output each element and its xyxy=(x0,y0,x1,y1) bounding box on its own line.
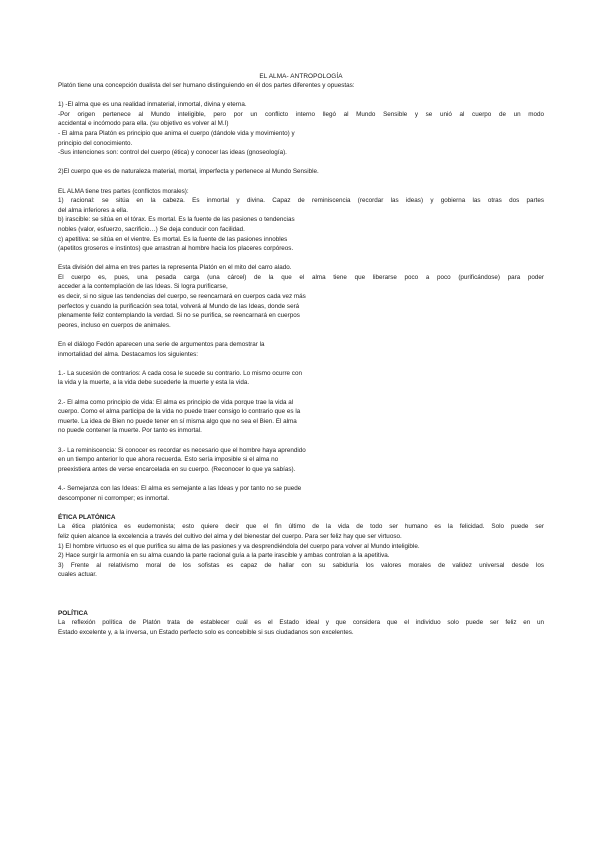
text-line: 4.- Semejanza con las Ideas: El alma es semejante a las Ideas y por tanto no se puede xyxy=(58,484,302,492)
text-line: inmortalidad del alma. Destacamos los siguientes: xyxy=(58,350,198,358)
partes-section xyxy=(58,187,544,254)
text-line: 2.- El alma como principio de vida: El alma es principio de vida porque trae la vida al xyxy=(58,398,294,406)
text-line: descomponer ni corromper; es inmortal. xyxy=(58,494,170,502)
text-line: La ética platónica es eudemonista; esto quiere decir que el fin último de la vida de todo ser humano es la felicidad. Solo puede ser xyxy=(58,523,544,531)
text-line: 1) El hombre virtuoso es el que purifica su alma de las pasiones y va desprendiéndola del cuerpo para volver al Mundo inteligible. xyxy=(58,542,420,550)
argument-4 xyxy=(58,484,544,503)
alma-section xyxy=(58,100,544,158)
text-line: cuales actuar. xyxy=(58,571,97,579)
text-line: no puede contener la muerte. Por tanto es inmortal. xyxy=(58,427,202,435)
text-line: peores, incluso en cuerpos de animales. xyxy=(58,321,171,329)
text-line: c) apetitiva: se sitúa en el vientre. Es mortal. Es la fuente de las pasiones innobles xyxy=(58,235,288,243)
text-line: Esta división del alma en tres partes la representa Platón en el mito del carro alado. xyxy=(58,264,292,272)
text-line: feliz quien alcance la excelencia a través del cultivo del alma y del bienestar del cuerpo. Para ser feliz hay que ser virtuoso. xyxy=(58,532,402,540)
text-line: -Sus intenciones son: control del cuerpo (ética) y conocer las ideas (gnoseología). xyxy=(58,149,287,157)
fedon-section xyxy=(58,340,544,359)
etica-heading: ÉTICA PLATÓNICA xyxy=(58,513,116,521)
text-line: la vida y la muerte, a la vida debe sucederle la muerte y esta la vida. xyxy=(58,379,250,387)
text-line: 1) -El alma que es una realidad inmaterial, inmortal, divina y eterna. xyxy=(58,101,247,109)
text-line: plenamente feliz contemplando la verdad. Si no se purifica, se reencarnará en cuerpos xyxy=(58,312,300,320)
text-line: EL ALMA tiene tres partes (conflictos morales): xyxy=(58,187,189,195)
text-line: 1) racional: se sitúa en la cabeza. Es inmortal y divina. Capaz de reminiscencia (recordar las ideas) y gobierna las otras dos partes xyxy=(58,197,544,205)
text-line: cuerpo. Como el alma participa de la vida no puede traer consigo lo contrario que es la xyxy=(58,408,301,416)
text-line: 1.- La sucesión de contrarios: A cada cosa le sucede su contrario. Lo mismo ocurre con xyxy=(58,369,302,377)
cuerpo-text: 2)El cuerpo que es de naturaleza material, mortal, imperfecta y pertenece al Mundo Sensible. xyxy=(58,168,319,176)
text-line: del alma inferiores a ella. xyxy=(58,206,129,214)
text-line: en un tiempo anterior lo que ahora recuerda. Esto sería imposible si el alma no xyxy=(58,456,279,464)
text-line: es decir, si no sigue las tendencias del cuerpo, se reencarnará en cuerpos cada vez más xyxy=(58,293,306,301)
text-line: En el diálogo Fedón aparecen una serie de argumentos para demostrar la xyxy=(58,341,265,349)
argument-1 xyxy=(58,369,544,388)
text-line: - El alma para Platón es principio que anima el cuerpo (dándole vida y movimiento) y xyxy=(58,129,295,137)
text-line: (apetitos groseros e instintos) que arrastran al hombre hacia los placeres corpóreos. xyxy=(58,245,294,253)
text-line: 3.- La reminiscencia: Si conocer es recordar es necesario que el hombre haya aprendido xyxy=(58,446,306,454)
text-line: El cuerpo es, pues, una pesada carga (una cárcel) de la que el alma tiene que liberarse poco a poco (purificándose) para poder xyxy=(58,273,544,281)
text-line: accidental e incómodo para ella. (su objetivo es volver al M.I) xyxy=(58,120,229,128)
argument-3 xyxy=(58,446,544,475)
text-line: 3) Frente al relativismo moral de los sofistas es capaz de hallar con su sabiduría los valores morales de validez universal desde los xyxy=(58,561,544,569)
politica-section xyxy=(58,609,544,638)
text-line: acceder a la contemplación de las Ideas. Si logra purificarse, xyxy=(58,283,228,291)
text-line: Estado excelente y, a la inversa, un Estado perfecto solo es concebible si sus ciudadanos son excelentes. xyxy=(58,629,354,637)
text-line: preexistiera antes de verse encarcelada en su cuerpo. (Reconocer lo que ya sabías). xyxy=(58,465,296,473)
argument-2 xyxy=(58,398,544,436)
intro-text: Platón tiene una concepción dualista del ser humano distinguiendo en él dos partes diferentes y opuestas: xyxy=(58,82,355,89)
politica-heading: POLÍTICA xyxy=(58,609,88,617)
text-line: b) irascible: se sitúa en el tórax. Es mortal. Es la fuente de las pasiones o tendencias xyxy=(58,216,295,224)
document-title: EL ALMA- ANTROPOLOGÍA xyxy=(259,73,343,80)
text-line: muerte. La idea de Bien no puede tener en sí misma algo que no sea el Bien. El alma xyxy=(58,417,297,425)
carro-section xyxy=(58,263,544,330)
text-line: -Por origen pertenece al Mundo inteligible, pero por un conflicto interno llegó al Mundo Sensible y se unió al cuerpo de un modo xyxy=(58,110,544,118)
etica-section xyxy=(58,513,544,580)
text-line: nobles (valor, esfuerzo, sacrificio…) Se deja conducir con facilidad. xyxy=(58,225,245,233)
text-line: 2) Hace surgir la armonía en su alma cuando la parte racional guía a la parte irascible y ambas controlan a la apetitiva. xyxy=(58,552,390,560)
text-line: perfectos y cuando la purificación sea total, volverá al Mundo de las Ideas, donde será xyxy=(58,302,300,310)
text-line: principio del conocimiento. xyxy=(58,139,133,147)
text-line: La reflexión política de Platón trata de establecer cuál es el Estado ideal y que considera que el individuo solo puede ser feliz en un xyxy=(58,619,544,627)
